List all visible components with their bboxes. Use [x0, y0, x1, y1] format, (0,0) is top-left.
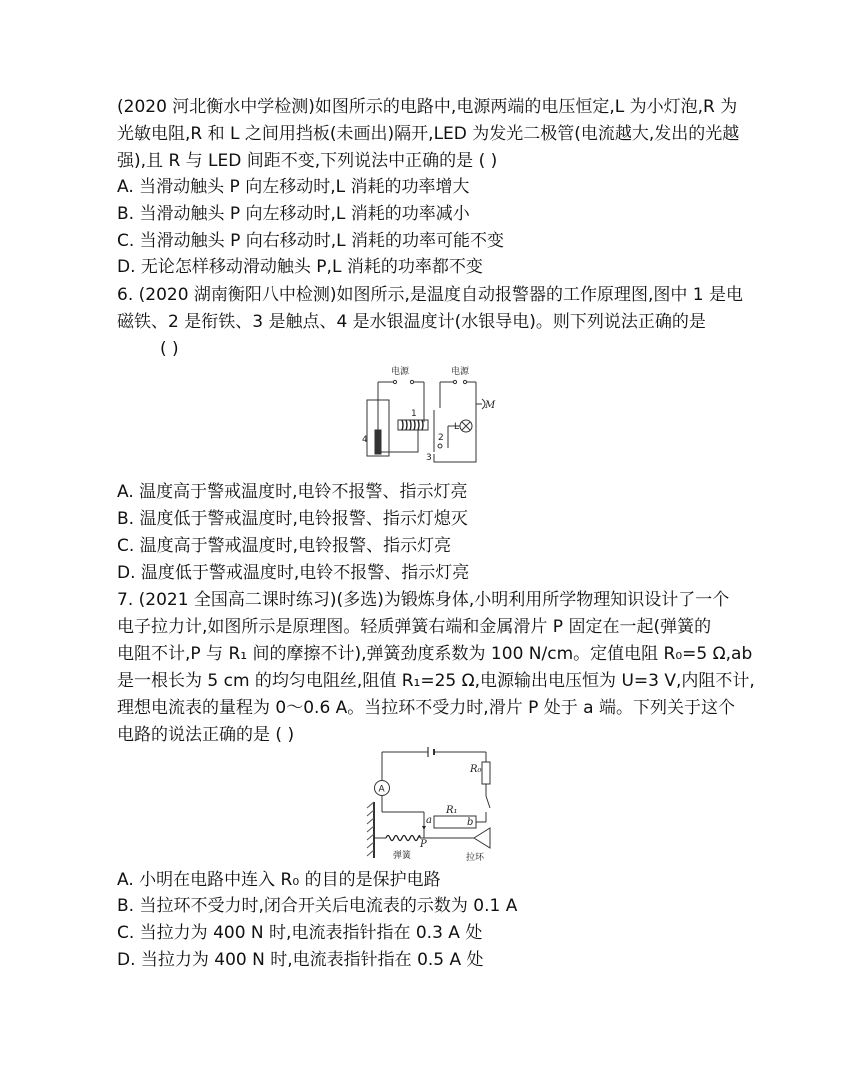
q7-label-ammeter: A: [378, 784, 385, 795]
q7-label-r1: R₁: [446, 805, 458, 816]
q7-option-b: B. 当拉环不受力时,闭合开关后电流表的示数为 0.1 A: [117, 896, 518, 916]
q7-label-a: a: [426, 815, 432, 826]
q7-stem-line-2: 电子拉力计,如图所示是原理图。轻质弹簧右端和金属滑片 P 固定在一起(弹簧的: [117, 617, 712, 637]
q7-stem-line-1: 7. (2021 全国高二课时练习)(多选)为锻炼身体,小明利用所学物理知识设计了一个: [117, 590, 730, 610]
q7-option-a: A. 小明在电路中连入 R₀ 的目的是保护电路: [117, 870, 441, 890]
q6-label-power-right: 电源: [451, 367, 470, 377]
q6-label-bell: M: [485, 400, 496, 411]
q5-option-d: D. 无论怎样移动滑动触头 P,L 消耗的功率都不变: [117, 257, 483, 277]
q6-option-b: B. 温度低于警戒温度时,电铃报警、指示灯熄灭: [117, 509, 468, 529]
q6-label-2: 2: [438, 433, 444, 443]
q7-stem-line-4: 是一根长为 5 cm 的均匀电阻丝,阻值 R₁=25 Ω,电源输出电压恒为 U=3 V,内阻不计,: [117, 671, 755, 691]
q6-stem-line-2: 磁铁、2 是衔铁、3 是触点、4 是水银温度计(水银导电)。则下列说法正确的是: [117, 312, 706, 332]
q7-label-p: P: [420, 839, 427, 850]
q7-stem-line-3: 电阻不计,P 与 R₁ 间的摩擦不计),弹簧劲度系数为 100 N/cm。定值电阻 R₀=5 Ω,ab: [117, 644, 753, 664]
q5-stem-line-3: 强),且 R 与 LED 间距不变,下列说法中正确的是 ( ): [117, 151, 498, 171]
q7-stem-line-6: 电路的说法正确的是 ( ): [117, 725, 295, 745]
q7-label-r0: R₀: [470, 764, 482, 775]
q7-label-b: b: [467, 817, 474, 828]
q6-option-a: A. 温度高于警戒温度时,电铃不报警、指示灯亮: [117, 482, 468, 502]
q6-label-lamp: L: [454, 422, 460, 432]
q5-option-b: B. 当滑动触头 P 向左移动时,L 消耗的功率减小: [117, 204, 470, 224]
q7-stem-line-5: 理想电流表的量程为 0～0.6 A。当拉环不受力时,滑片 P 处于 a 端。下列关于这个: [117, 698, 735, 718]
q7-label-spring: 弹簧: [393, 851, 412, 861]
q5-option-a: A. 当滑动触头 P 向左移动时,L 消耗的功率增大: [117, 177, 470, 197]
q5-option-c: C. 当滑动触头 P 向右移动时,L 消耗的功率可能不变: [117, 231, 505, 251]
q7-tension-meter-diagram: [362, 742, 497, 864]
q6-label-3: 3: [426, 453, 432, 463]
q6-stem-line-1: 6. (2020 湖南衡阳八中检测)如图所示,是温度自动报警器的工作原理图,图中 1 是电: [117, 285, 743, 305]
q6-label-1: 1: [411, 409, 417, 419]
q6-label-4: 4: [362, 435, 368, 445]
q6-label-power-left: 电源: [391, 367, 410, 377]
q6-stem-line-3: ( ): [160, 339, 179, 359]
q7-option-d: D. 当拉力为 400 N 时,电流表指针指在 0.5 A 处: [117, 950, 484, 970]
q7-label-ring: 拉环: [466, 853, 485, 863]
q5-stem-line-1: (2020 河北衡水中学检测)如图所示的电路中,电源两端的电压恒定,L 为小灯泡,R 为: [117, 97, 738, 117]
q6-alarm-circuit-diagram: [362, 362, 496, 474]
q6-option-d: D. 温度低于警戒温度时,电铃不报警、指示灯亮: [117, 563, 470, 583]
q5-stem-line-2: 光敏电阻,R 和 L 之间用挡板(未画出)隔开,LED 为发光二极管(电流越大,发出的光越: [117, 124, 740, 144]
q6-option-c: C. 温度高于警戒温度时,电铃报警、指示灯亮: [117, 536, 452, 556]
q7-option-c: C. 当拉力为 400 N 时,电流表指针指在 0.3 A 处: [117, 923, 483, 943]
